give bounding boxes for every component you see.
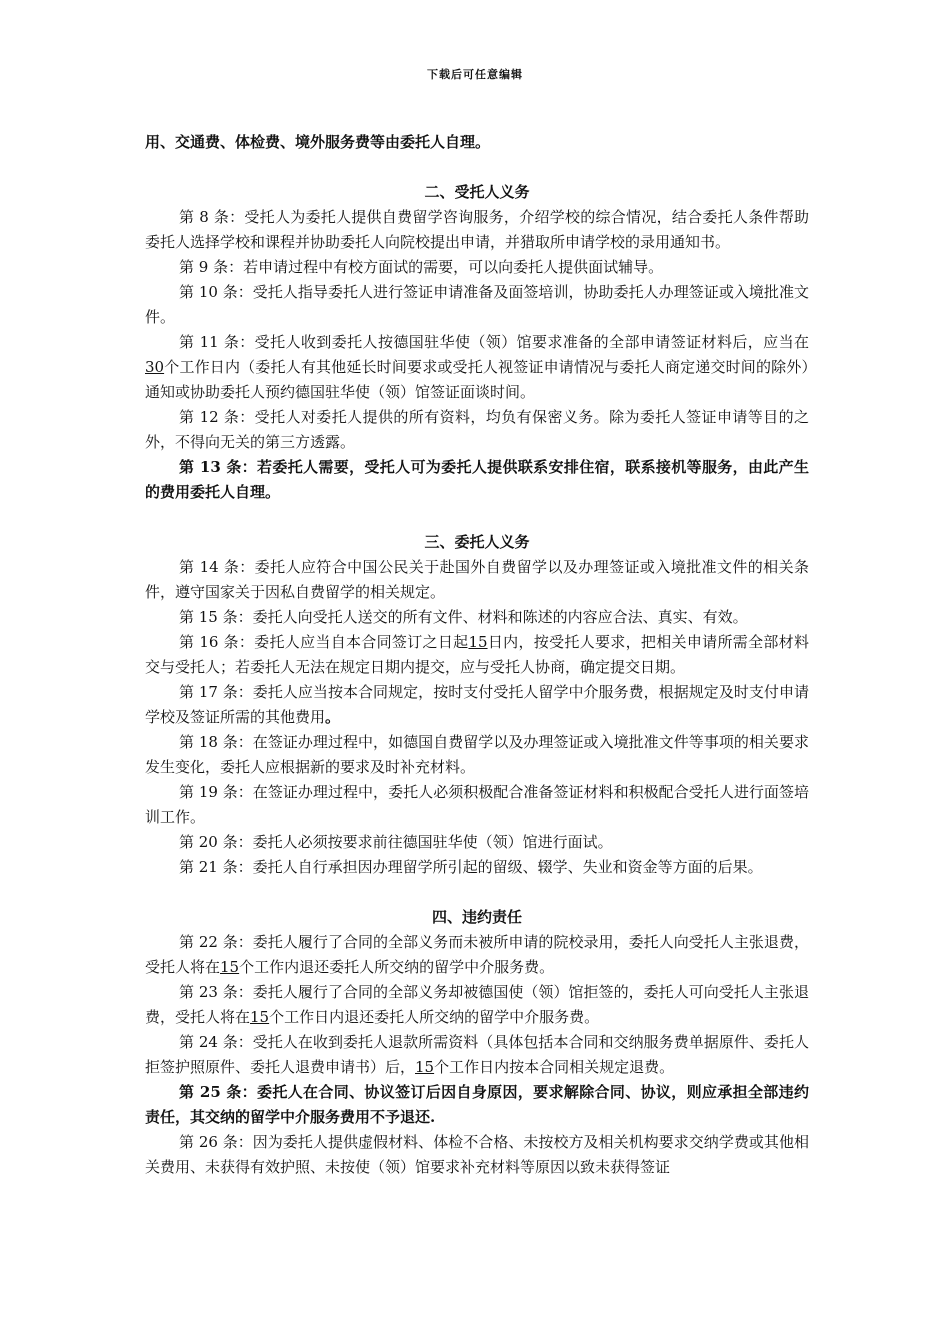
article-11-text-a: 第 11 条：受托人收到委托人按德国驻华使（领）馆要求准备的全部申请签证材料后，应当在 [179,333,809,351]
article-17 [145,680,809,730]
article-22-days: 15 [220,958,240,976]
article-17-text: 第 17 条：委托人应当按本合同规定，按时支付受托人留学中介服务费，根据规定及时支付申请学校及签证所需的其他费用 [145,683,809,726]
article-9: 第 9 条：若申请过程中有校方面试的需要，可以向委托人提供面试辅导。 [179,258,664,276]
article-25: 第 25 条：委托人在合同、协议签订后因自身原因，要求解除合同、协议，则应承担全部违约责任，其交纳的留学中介服务费用不予退还. [145,1083,809,1126]
article-23 [145,980,809,1030]
article-11-days: 30 [145,358,165,376]
article-24-text-a: 第 24 条：受托人在收到委托人退款所需资料（具体包括本合同和交纳服务费单据原件、委托人拒签护照原件、委托人退费申请书）后， [145,1033,809,1076]
article-20: 第 20 条：委托人必须按要求前往德国驻华使（领）馆进行面试。 [179,833,613,851]
article-17-end: 。 [325,708,341,726]
article-10: 第 10 条：受托人指导委托人进行签证申请准备及面签培训，协助委托人办理签证或入境批准文件。 [145,283,809,326]
document-body [145,130,809,1180]
article-16-text-b: 日内，按受托人要求，把相关申请所需全部材料交与受托人；若委托人无法在规定日期内提交，应与受托人协商，确定提交日期。 [145,633,809,676]
article-22-text-b: 个工作内退还委托人所交纳的留学中介服务费。 [239,958,555,976]
article-16 [145,630,809,680]
article-16-text-a: 第 16 条：委托人应当自本合同签订之日起 [179,633,469,651]
article-15: 第 15 条：委托人向受托人送交的所有文件、材料和陈述的内容应合法、真实、有效。 [179,608,748,626]
article-11-text-b: 个工作日内（委托人有其他延长时间要求或受托人视签证申请情况与委托人商定递交时间的除外）通知或协助委托人预约德国驻华使（领）馆签证面谈时间。 [145,358,809,401]
article-22 [145,930,809,980]
article-13: 第 13 条：若委托人需要，受托人可为委托人提供联系安排住宿，联系接机等服务，由此产生的费用委托人自理。 [145,458,809,501]
header-note: 下载后可任意编辑 [427,68,523,81]
article-23-text-a: 第 23 条：委托人履行了合同的全部义务却被德国使（领）馆拒签的，委托人可向受托人主张退费，受托人将在 [145,983,809,1026]
article-16-days: 15 [468,633,488,651]
article-24-text-b: 个工作日内按本合同相关规定退费。 [434,1058,675,1076]
article-26: 第 26 条：因为委托人提供虚假材料、体检不合格、未按校方及相关机构要求交纳学费或其他相关费用、未获得有效护照、未按使（领）馆要求补充材料等原因以致未获得签证 [145,1133,809,1176]
article-19: 第 19 条：在签证办理过程中，委托人必须积极配合准备签证材料和积极配合受托人进行面签培训工作。 [145,783,809,826]
article-23-text-b: 个工作日内退还委托人所交纳的留学中介服务费。 [269,1008,600,1026]
article-22-text-a: 第 22 条：委托人履行了合同的全部义务而未被所申请的院校录用，委托人向受托人主张退费，受托人将在 [145,933,809,976]
article-14: 第 14 条：委托人应符合中国公民关于赴国外自费留学以及办理签证或入境批准文件的相关条件，遵守国家关于因私自费留学的相关规定。 [145,558,809,601]
article-18: 第 18 条：在签证办理过程中，如德国自费留学以及办理签证或入境批准文件等事项的相关要求发生变化，委托人应根据新的要求及时补充材料。 [145,733,809,776]
article-8: 第 8 条：受托人为委托人提供自费留学咨询服务，介绍学校的综合情况，结合委托人条件帮助委托人选择学校和课程并协助委托人向院校提出申请，并猎取所申请学校的录用通知书。 [145,208,809,251]
article-24 [145,1030,809,1080]
section-heading-client-duties: 三、委托人义务 [424,533,530,551]
section-heading-trustee-duties: 二、受托人义务 [424,183,530,201]
article-11 [145,330,809,405]
article-12: 第 12 条：受托人对委托人提供的所有资料，均负有保密义务。除为委托人签证申请等目的之外，不得向无关的第三方透露。 [145,408,809,451]
article-21: 第 21 条：委托人自行承担因办理留学所引起的留级、辍学、失业和资金等方面的后果。 [179,858,763,876]
article-23-days: 15 [250,1008,270,1026]
intro-tail: 用、交通费、体检费、境外服务费等由委托人自理。 [145,133,491,151]
section-heading-liability: 四、违约责任 [431,908,522,926]
article-24-days: 15 [415,1058,435,1076]
